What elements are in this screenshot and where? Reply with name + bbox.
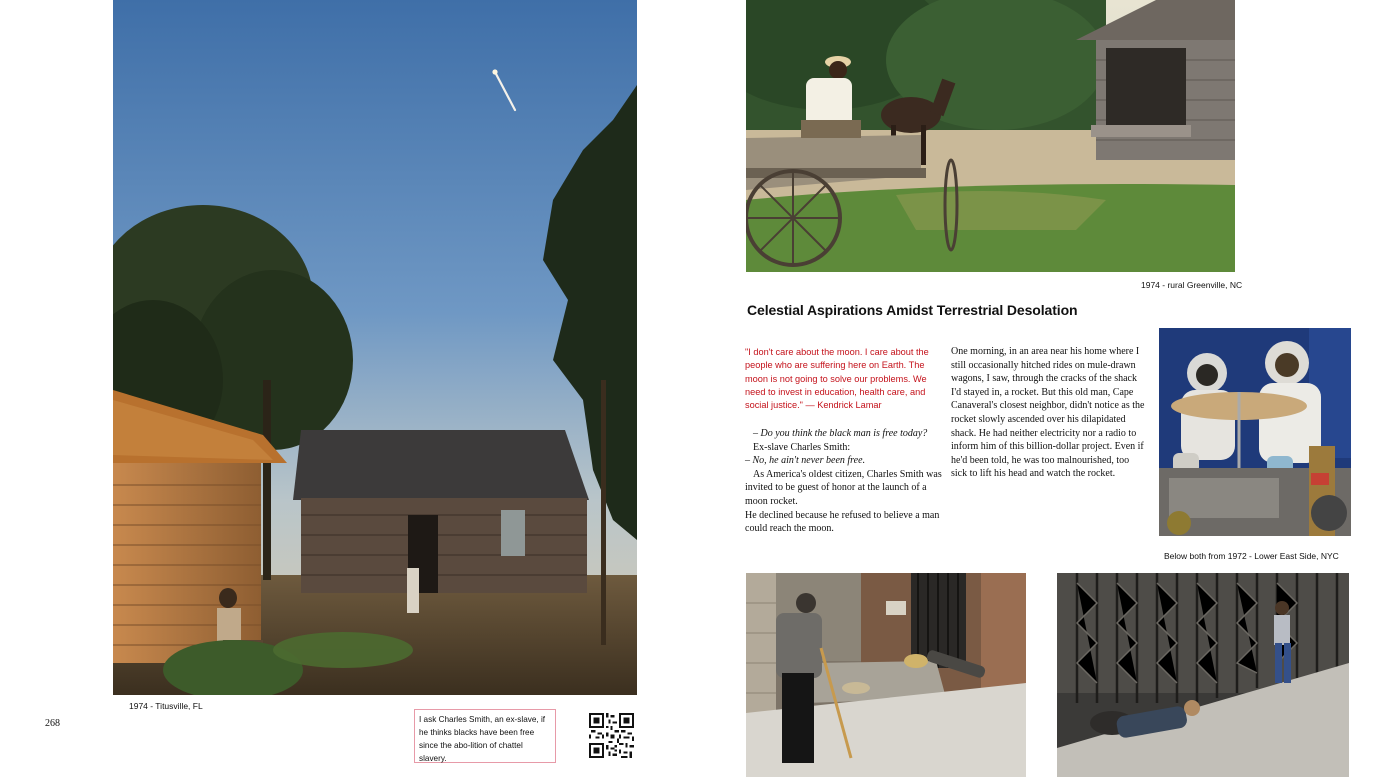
photo-titusville-shack-rocket [113, 0, 637, 695]
ex-slave-intro: Ex-slave Charles Smith: [753, 441, 851, 453]
photo-man-lying-by-gate [1057, 573, 1349, 777]
body-column-2: One morning, in an area near his home where I still occasionally hitched rides on mule-drawn wagons, I saw, through the cracks of the shack I'd stayed in, a rocket. But this old man, Cape Canaveral's closest neighbor, didn't notice as the rocket slowly ascended over his dilapidated shack. He had neither electricity nor a radio to inform him of this billion-dollar project. Even if he'd been told, he was too malnourished, too sick to lift his head and watch the rocket. [951, 346, 1145, 480]
qr-code[interactable] [589, 713, 634, 758]
photo-greenville-mule-wagon [746, 0, 1235, 272]
qr-note-text: I ask Charles Smith, an ex-slave, if he thinks blacks have been free since the abo-lition of chattel slavery. [419, 715, 546, 763]
page-number: 268 [45, 718, 60, 729]
answer-line: – No, he ain't never been free. [745, 455, 866, 467]
photo-man-with-crutch-sidewalk [746, 573, 1026, 777]
qr-note-box [414, 709, 556, 763]
photo-caption-titusville: 1974 - Titusville, FL [129, 701, 203, 711]
kendrick-lamar-quote: "I don't care about the moon. I care about the people who are suffering here on Earth. The moon is not going to solve our problems. We need to invest in education, health care, and social justice." — Kendrick Lamar [745, 347, 929, 411]
photo-astronaut-mannequins [1159, 328, 1351, 536]
body-column-1 [745, 427, 945, 536]
photo-caption-greenville: 1974 - rural Greenville, NC [1141, 280, 1243, 290]
section-heading: Celestial Aspirations Amidst Terrestrial Desolation [747, 302, 1078, 318]
photo-caption-lower-east-side: Below both from 1972 - Lower East Side, NYC [1164, 551, 1339, 561]
oldest-citizen-paragraph: As America's oldest citizen, Charles Smith was invited to be guest of honor at the launch of a moon rocket. [745, 468, 942, 507]
declined-paragraph: He declined because he refused to believe a man could reach the moon. [745, 509, 940, 535]
question-line: – Do you think the black man is free today? [753, 428, 928, 439]
